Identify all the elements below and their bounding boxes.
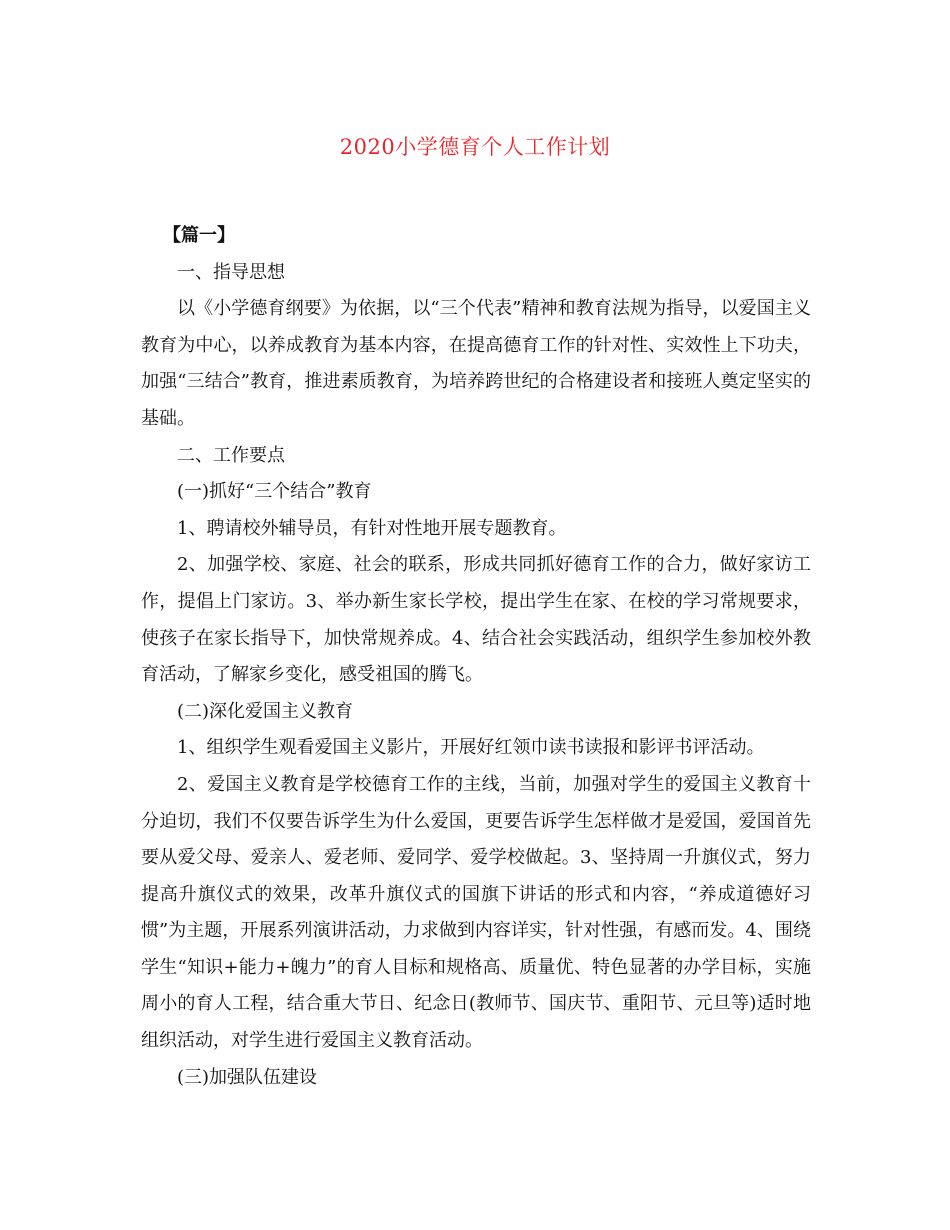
subheading-three-combinations: (一)抓好“三个结合”教育 <box>177 481 372 503</box>
paragraph-guiding-ideology: 以《小学德育纲要》为依据，以“三个代表”精神和教育法规为指导，以爱国主义教育为中心，以养成教育为基本内容，在提高德育工作的针对性、实效性上下功夫，加强“三结合”教育，推进素质教育，为培养跨世纪的合格建设者和接班人奠定坚实的基础。 <box>141 298 811 429</box>
section-tag: 【篇一】 <box>163 225 235 246</box>
paragraph-item: 1、组织学生观看爱国主义影片，开展好红领巾读书读报和影评书评活动。 <box>177 737 765 759</box>
heading-work-points: 二、工作要点 <box>177 444 285 466</box>
paragraph-item: 2、爱国主义教育是学校德育工作的主线，当前，加强对学生的爱国主义教育十分迫切，我们不仅要告诉学生为什么爱国，更要告诉学生怎样做才是爱国，爱国首先要从爱父母、爱亲人、爱老师、爱同学、爱学校做起。3、坚持周一升旗仪式，努力提高升旗仪式的效果，改革升旗仪式的国旗下讲话的形式和内容，“养成道德好习惯”为主题，开展系列演讲活动，力求做到内容详实，针对性强，有感而发。4、围绕学生“知识+能力+魄力”的育人目标和规格高、质量优、特色显著的办学目标，实施周小的育人工程，结合重大节日、纪念日(教师节、国庆节、重阳节、元旦等)适时地组织活动，对学生进行爱国主义教育活动。 <box>141 773 811 1052</box>
document-title: 2020小学德育个人工作计划 <box>339 135 611 159</box>
subheading-patriotism: (二)深化爱国主义教育 <box>177 700 354 722</box>
paragraph-item: 1、聘请校外辅导员，有针对性地开展专题教育。 <box>177 517 567 539</box>
paragraph-item: 2、加强学校、家庭、社会的联系，形成共同抓好德育工作的合力，做好家访工作，提倡上门家访。3、举办新生家长学校，提出学生在家、在校的学习常规要求，使孩子在家长指导下，加快常规养成。4、结合社会实践活动，组织学生参加校外教育活动，了解家乡变化，感受祖国的腾飞。 <box>141 554 811 686</box>
document-body <box>141 218 811 1096</box>
subheading-team-building: (三)加强队伍建设 <box>177 1066 318 1088</box>
heading-guiding-ideology: 一、指导思想 <box>177 261 285 283</box>
